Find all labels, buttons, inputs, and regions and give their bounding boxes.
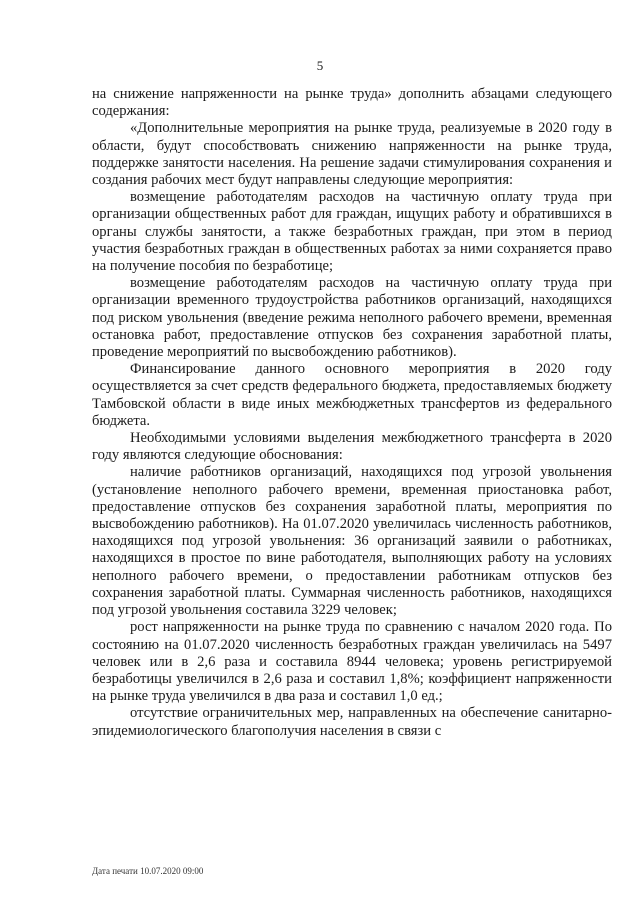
- paragraph-transfer-conditions: Необходимыми условиями выделения межбюджетного трансферта в 2020 году являются следующие обоснования:: [92, 430, 612, 464]
- paragraph-additional-measures: «Дополнительные мероприятия на рынке труда, реализуемые в 2020 году в области, будут способствовать снижению напряженности на рынке труда, поддержке занятости населения. На решение задачи стимулирования сохранения и создания рабочих мест будут направлены следующие мероприятия:: [92, 120, 612, 189]
- paragraph-financing: Финансирование данного основного мероприятия в 2020 году осуществляется за счет средств федерального бюджета, предоставляемых бюджету Тамбовской области в виде иных межбюджетных трансфертов из федерального бюджета.: [92, 361, 612, 429]
- paragraph-workers-at-risk: наличие работников организаций, находящихся под угрозой увольнения (установление неполного рабочего времени, временная приостановка работ, предоставление отпусков без сохранения заработной платы, мероприятия по высвобождению работников). На 01.07.2020 увеличилась численность работников, находящихся под угрозой увольнения: 36 организаций заявили о работниках, находящихся в простое по вине работодателя, выполняющих работу на условиях неполного рабочего времени, о предоставлении работникам отпусков без сохранения заработной платы. Суммарная численность работников, находящихся под угрозой увольнения составила 3229 человек;: [92, 464, 612, 619]
- paragraph-intro: на снижение напряженности на рынке труда» дополнить абзацами следующего содержания:: [92, 86, 612, 120]
- print-date-footer: Дата печати 10.07.2020 09:00: [92, 866, 204, 876]
- paragraph-temporary-employment-compensation: возмещение работодателям расходов на частичную оплату труда при организации временного трудоустройства работников организаций, находящихся под риском увольнения (введение режима неполного рабочего времени, временная остановка работ, предоставление отпусков без сохранения заработной платы, проведение мероприятий по высвобождению работников).: [92, 275, 612, 361]
- paragraph-labor-market-tension: рост напряженности на рынке труда по сравнению с началом 2020 года. По состоянию на 01.07.2020 численность безработных граждан увеличилась на 5497 человек или в 2,6 раза и составила 8944 человека; уровень регистрируемой безработицы увеличился в 2,6 раза и составил 1,8%; коэффициент напряженности на рынке труда увеличился в два раза и составил 1,0 ед.;: [92, 619, 612, 705]
- page-number: 5: [316, 58, 324, 73]
- paragraph-no-restrictions: отсутствие ограничительных мер, направленных на обеспечение санитарно-эпидемиологического благополучия населения в связи с: [92, 705, 612, 739]
- paragraph-public-works-compensation: возмещение работодателям расходов на частичную оплату труда при организации общественных работ для граждан, ищущих работу и обратившихся в органы службы занятости, а также безработных граждан, при этом в период участия безработных граждан в общественных работах за ними сохраняется право на получение пособия по безработице;: [92, 189, 612, 275]
- body-text: [92, 86, 612, 740]
